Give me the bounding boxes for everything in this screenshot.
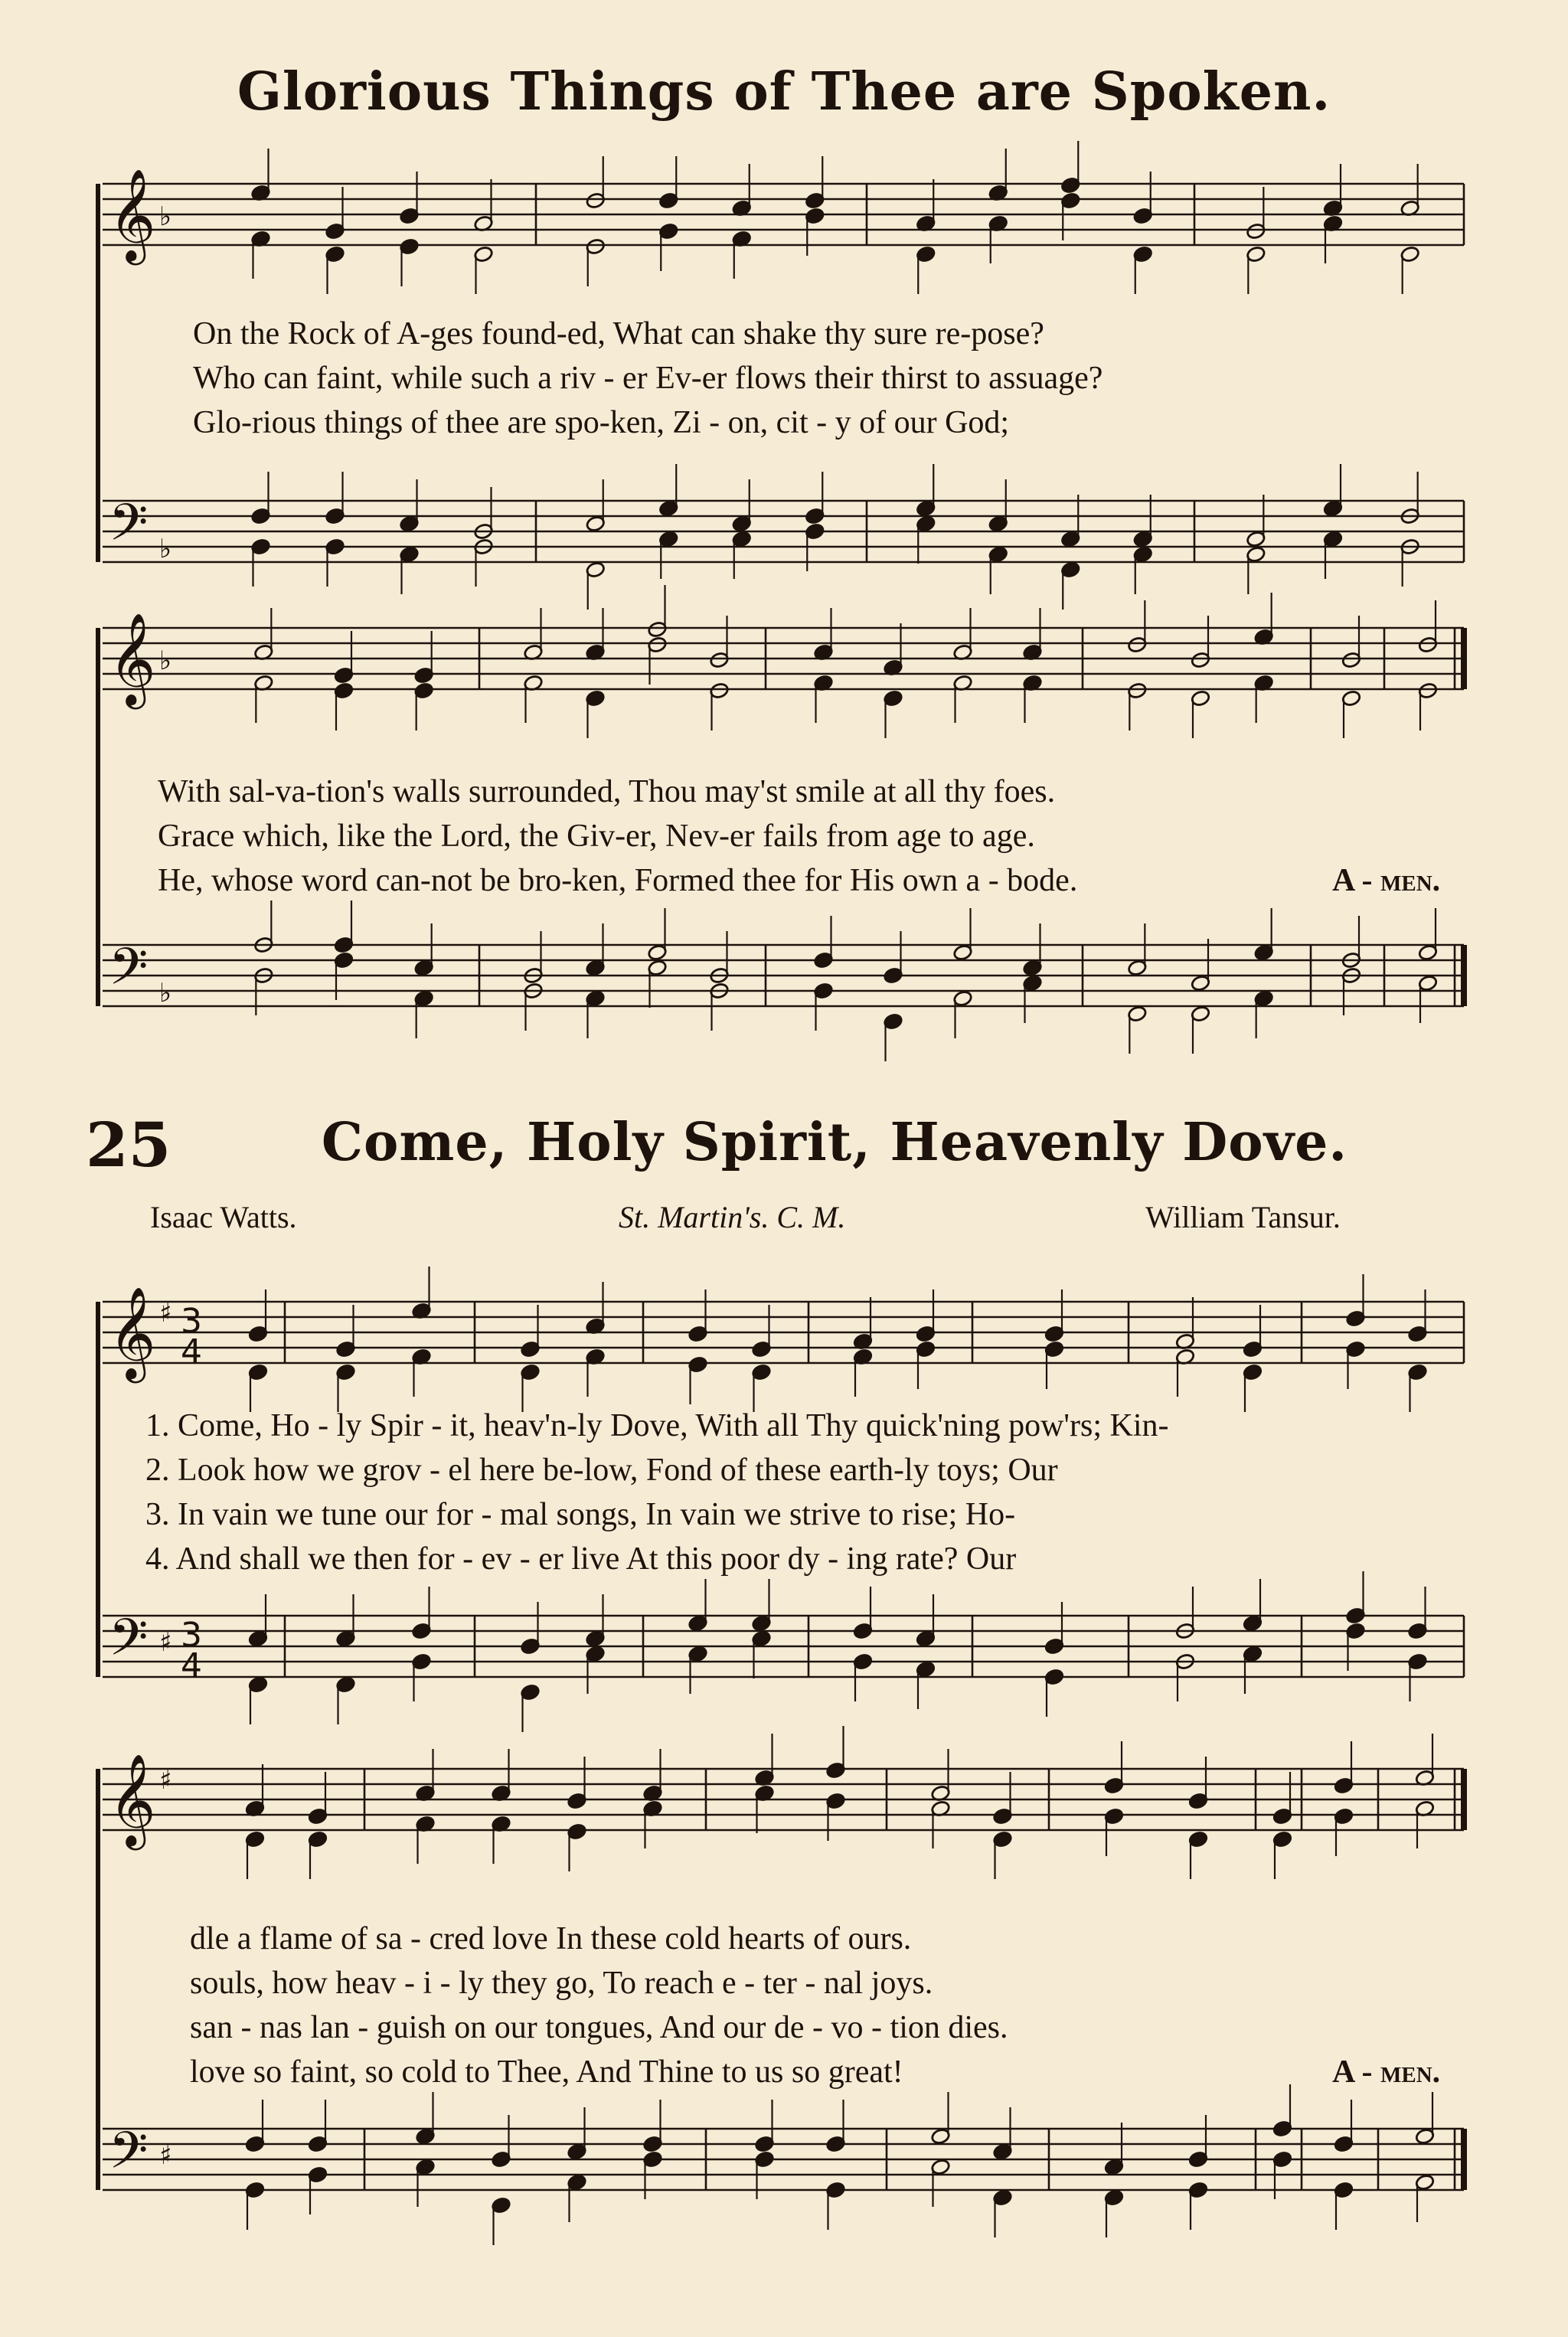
- key-signature-icon: ♭: [159, 201, 172, 232]
- time-signature-icon: 3: [181, 1616, 202, 1655]
- lyric-line: Who can faint, while such a riv - er Ev-er flows their thirst to assuage?: [193, 361, 1103, 396]
- time-signature-icon: 3: [181, 1302, 202, 1341]
- key-signature-icon: ♯: [159, 1298, 172, 1329]
- bass-clef-icon: 𝄢: [109, 937, 149, 1008]
- tune-credit: St. Martin's. C. M.: [619, 1200, 846, 1234]
- lyric-line: On the Rock of A-ges found-ed, What can shake thy sure re-pose?: [193, 316, 1044, 351]
- author-credit: Isaac Watts.: [150, 1200, 297, 1234]
- treble-clef-icon: 𝄞: [109, 612, 156, 705]
- hymn-title-come-holy-spirit: Come, Holy Spirit, Heavenly Dove.: [321, 1112, 1348, 1173]
- lyric-line: 1. Come, Ho - ly Spir - it, heav'n-ly Dove, With all Thy quick'ning pow'rs; Kin-: [145, 1408, 1169, 1443]
- treble-clef-icon: 𝄞: [109, 1286, 156, 1379]
- lyric-line: He, whose word can-not be bro-ken, Formed thee for His own a - bode.: [158, 863, 1078, 898]
- key-signature-icon: ♯: [159, 2140, 172, 2171]
- composer-credit: William Tansur.: [1145, 1200, 1341, 1234]
- bass-clef-icon: 𝄢: [109, 493, 149, 564]
- lyric-line: Grace which, like the Lord, the Giv-er, Nev-er fails from age to age.: [158, 819, 1035, 854]
- treble-clef-icon: 𝄞: [109, 1753, 156, 1846]
- lyric-line: san - nas lan - guish on our tongues, And our de - vo - tion dies.: [190, 2010, 1008, 2045]
- amen-label: A - men.: [1332, 863, 1441, 898]
- key-signature-icon: ♭: [159, 646, 172, 676]
- lyric-line: love so faint, so cold to Thee, And Thine to us so great!: [190, 2054, 903, 2090]
- bass-clef-icon: 𝄢: [109, 2121, 149, 2192]
- time-signature-icon: 4: [181, 1332, 202, 1371]
- amen-label: A - men.: [1332, 2054, 1441, 2090]
- lyric-line: 2. Look how we grov - el here be-low, Fond of these earth-ly toys; Our: [145, 1453, 1058, 1488]
- key-signature-icon: ♭: [159, 534, 172, 564]
- key-signature-icon: ♭: [159, 978, 172, 1008]
- key-signature-icon: ♯: [159, 1627, 172, 1658]
- bass-clef-icon: 𝄢: [109, 1608, 149, 1679]
- key-signature-icon: ♯: [159, 1765, 172, 1796]
- lyric-line: With sal-va-tion's walls surrounded, Thou may'st smile at all thy foes.: [158, 774, 1056, 809]
- lyric-line: 3. In vain we tune our for - mal songs, In vain we strive to rise; Ho-: [145, 1497, 1016, 1532]
- hymn-title-glorious-things: Glorious Things of Thee are Spoken.: [237, 61, 1331, 123]
- lyric-line: souls, how heav - i - ly they go, To reach e - ter - nal joys.: [190, 1966, 933, 2001]
- time-signature-icon: 4: [181, 1646, 202, 1685]
- lyric-line: 4. And shall we then for - ev - er live At this poor dy - ing rate? Our: [145, 1541, 1017, 1577]
- lyric-line: dle a flame of sa - cred love In these cold hearts of ours.: [190, 1921, 912, 1956]
- hymn-number: 25: [86, 1109, 172, 1181]
- lyric-line: Glo-rious things of thee are spo-ken, Zi - on, cit - y of our God;: [193, 405, 1010, 440]
- treble-clef-icon: 𝄞: [109, 168, 156, 261]
